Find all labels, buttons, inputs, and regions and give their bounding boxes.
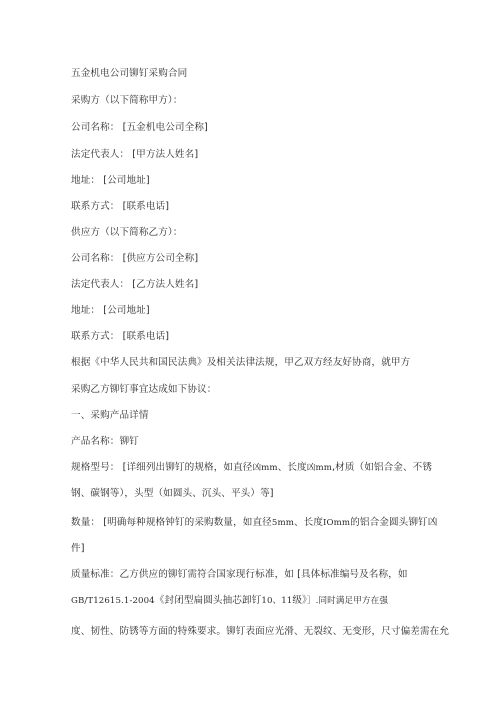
supplier-address-line: 地址： [公司地址]	[71, 305, 150, 316]
spec-line-1	[71, 461, 432, 475]
buyer-address-line: 地址： [公司地址]	[71, 175, 150, 186]
quantity-text-a: 数量： [明确每种规格钟钉的采购数量，如直径	[71, 517, 272, 528]
quality-line-3: 度、韧性、防锈等方面的特殊要求。铆钉表面应光滑、无裂纹、无变形，尺寸偏差需在允	[71, 626, 450, 637]
quantity-unit-b: IOmm	[323, 518, 351, 528]
product-name-line: 产品名称：铆钉	[71, 436, 139, 447]
spec-text-b: 、长度	[277, 462, 307, 473]
quantity-unit-a: 5mm	[271, 518, 294, 528]
buyer-company-line: 公司名称： [五金机电公司全称]	[71, 122, 208, 133]
quantity-line-2: 件]	[71, 543, 85, 554]
quality-line-2	[71, 594, 388, 608]
quantity-text-c: 的铝合金圆头铆钉凶	[350, 517, 438, 528]
quality-standard-name: 《封闭型扁圆头抽芯卸钉	[154, 595, 262, 606]
preamble-line-1: 根据《中华人民共和国民法典》及相关法律法规，甲乙双方经友好协商，就甲方	[71, 357, 411, 368]
preamble-line-2: 采购乙方铆钉事宜达成如下协议：	[71, 384, 217, 395]
buyer-representative-line: 法定代表人： [甲方法人姓名]	[71, 149, 199, 160]
supplier-representative-line: 法定代表人： [乙方法人姓名]	[71, 279, 199, 290]
quality-standard-suffix: 级》	[292, 595, 307, 606]
spec-text-c: ,材质（如铝合金、不锈	[331, 462, 433, 473]
supplier-heading: 供应方（以下简称乙方）：	[71, 227, 183, 238]
quality-standard-tail: ］.同时满足甲方在强	[306, 596, 389, 606]
spec-unit-a: 凶mm	[252, 463, 278, 473]
spec-unit-b: 凶mm	[306, 463, 332, 473]
document-title: 五金机电公司铆钉采购合同	[71, 68, 188, 79]
section-heading-1: 一、采购产品详情	[71, 410, 149, 421]
quantity-line-1	[71, 516, 437, 530]
quality-standard-code: GB/T12615.1-2004	[71, 596, 155, 606]
supplier-contact-line: 联系方式： [联系电话]	[71, 331, 170, 342]
spec-line-2: 钢、碳钢等），头型（如圆头、沉头、平头）等]	[71, 488, 274, 499]
buyer-contact-line: 联系方式： [联系电话]	[71, 201, 170, 212]
quality-standard-grade: 10、11	[261, 596, 293, 606]
supplier-company-line: 公司名称： [供应方公司全称]	[71, 253, 199, 264]
quantity-text-b: 、长度	[293, 517, 324, 528]
quality-line-1: 质量标准：乙方供应的铆钉需符合国家现行标准，如 [具体标准编号及名称，如	[71, 569, 408, 580]
spec-text-a: 规格型号： [详细列出铆钉的规格，如直径	[71, 462, 253, 473]
buyer-heading: 采购方（以下简称甲方）：	[71, 95, 183, 106]
